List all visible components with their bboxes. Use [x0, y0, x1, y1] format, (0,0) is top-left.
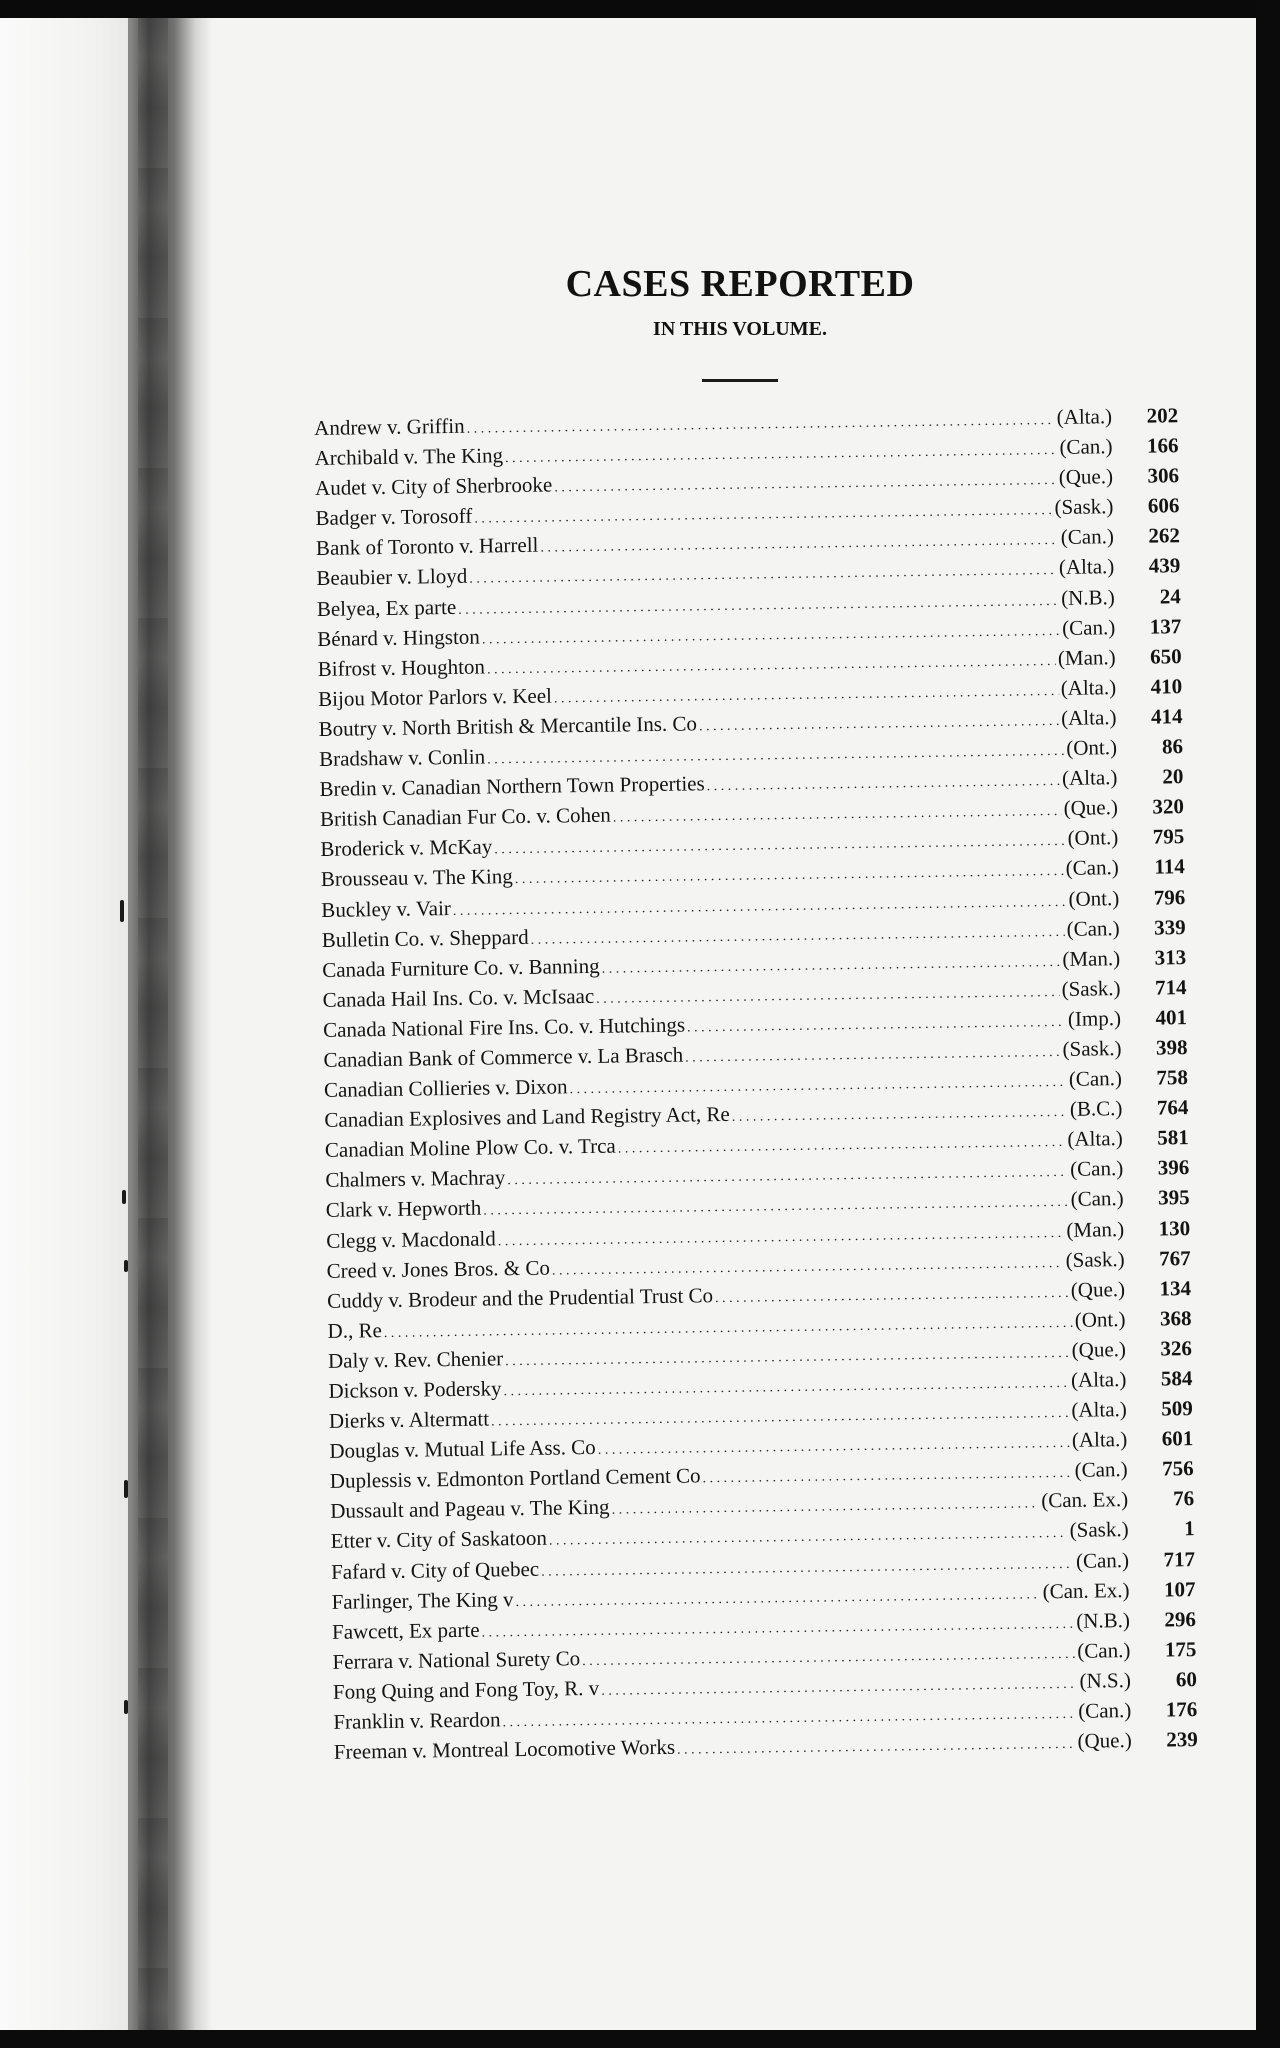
case-court: (Alta.): [1071, 1397, 1128, 1422]
case-page-number: 795: [1152, 824, 1185, 849]
case-page-number: 175: [1164, 1636, 1197, 1662]
dot-leader: [611, 1489, 1039, 1520]
case-court: (Que.): [1077, 1728, 1132, 1753]
case-page-number: 166: [1146, 433, 1179, 458]
scan-right-edge: [1256, 0, 1280, 2048]
gutter-mark: [122, 1190, 126, 1204]
scan-bottom-edge: [0, 2030, 1280, 2048]
case-court: (Can.): [1077, 1637, 1131, 1663]
case-court: (Sask.): [1069, 1517, 1129, 1543]
case-name: Buckley v. Vair: [321, 895, 451, 922]
case-court: (Ont.): [1067, 825, 1119, 851]
case-page-number: 581: [1157, 1125, 1189, 1150]
case-court: (Can.): [1059, 434, 1113, 460]
case-court: (Ont.): [1074, 1306, 1126, 1332]
case-court: (Can.): [1068, 1066, 1123, 1091]
case-name: Broderick v. McKay: [320, 834, 493, 862]
case-court: (Can.): [1060, 524, 1115, 550]
case-page-number: 306: [1147, 463, 1180, 488]
dot-leader: [702, 1458, 1072, 1488]
case-page-number: 401: [1155, 1004, 1188, 1030]
case-page-number: 339: [1153, 914, 1186, 940]
case-name: Chalmers v. Machray: [325, 1165, 506, 1193]
case-name: Bulletin Co. v. Sheppard: [321, 924, 529, 952]
case-court: (Alta.): [1061, 765, 1118, 791]
dot-leader: [707, 766, 1061, 796]
case-name: Bradshaw v. Conlin: [318, 744, 486, 771]
case-name: Bank of Toronto v. Harrell: [315, 533, 539, 561]
case-page-number: 320: [1152, 794, 1185, 819]
case-page-number: 20: [1162, 764, 1184, 789]
case-page-number: 414: [1150, 704, 1183, 729]
case-court: (Ont.): [1068, 885, 1120, 911]
case-page-number: 76: [1172, 1486, 1195, 1511]
case-court: (Can. Ex.): [1041, 1487, 1129, 1513]
case-page-number: 714: [1154, 974, 1187, 1000]
case-page-number: 584: [1160, 1366, 1193, 1391]
case-court: (Can.): [1070, 1156, 1124, 1182]
case-court: (N.B.): [1060, 584, 1115, 610]
case-page-number: 134: [1159, 1275, 1192, 1301]
dot-leader: [618, 1127, 1066, 1159]
case-page-number: 396: [1157, 1155, 1190, 1180]
case-name: Clark v. Hepworth: [325, 1196, 482, 1223]
case-court: (B.C.): [1069, 1096, 1123, 1122]
dot-leader: [677, 1729, 1076, 1760]
dot-leader: [687, 1007, 1066, 1038]
case-name: Canadian Bank of Commerce v. La Brasch: [323, 1042, 684, 1072]
case-court: (Alta.): [1060, 674, 1117, 700]
case-court: (Alta.): [1071, 1427, 1128, 1453]
case-name: Beaubier v. Lloyd: [316, 564, 468, 591]
case-name: Dickson v. Podersky: [328, 1376, 502, 1403]
case-name: Ferrara v. National Surety Co: [332, 1646, 581, 1674]
gutter-mark: [124, 1480, 128, 1498]
case-page-number: 758: [1156, 1065, 1189, 1090]
case-name: Fafard v. City of Quebec: [330, 1556, 540, 1584]
case-court: (Imp.): [1067, 1005, 1122, 1031]
case-name: Canadian Collieries v. Dixon: [323, 1074, 568, 1102]
case-name: Andrew v. Griffin: [314, 413, 465, 440]
case-court: (Man.): [1062, 945, 1121, 971]
dot-leader: [699, 706, 1060, 736]
case-name: Boutry v. North British & Mercantile Ins. Co: [318, 711, 698, 741]
case-name: Fong Quing and Fong Toy, R. v: [332, 1675, 600, 1704]
case-court: (Sask.): [1065, 1246, 1125, 1272]
case-name: Bifrost v. Houghton: [317, 654, 486, 681]
binding-gutter-shadow: [128, 18, 212, 2030]
case-name: Canada National Fire Ins. Co. v. Hutchings: [322, 1012, 686, 1042]
case-name: Fawcett, Ex parte: [331, 1617, 480, 1644]
case-page-number: 130: [1158, 1215, 1191, 1241]
case-page-number: 796: [1153, 884, 1186, 910]
case-page-number: 717: [1163, 1546, 1196, 1572]
case-court: (Que.): [1058, 464, 1114, 490]
case-page-number: 114: [1154, 854, 1185, 879]
case-name: Canada Hail Ins. Co. v. McIsaac: [322, 983, 595, 1012]
case-page-number: 410: [1150, 673, 1183, 699]
case-page-number: 439: [1148, 553, 1181, 579]
case-page-number: 395: [1158, 1185, 1190, 1210]
page-left-margin: [0, 18, 130, 2030]
dot-leader: [613, 796, 1062, 828]
case-court: (Can.): [1078, 1698, 1132, 1723]
dot-leader: [732, 1097, 1068, 1127]
case-page-number: 398: [1155, 1035, 1188, 1060]
case-page-number: 86: [1161, 734, 1184, 759]
case-page-number: 137: [1149, 613, 1182, 639]
case-page-number: 767: [1158, 1245, 1191, 1271]
case-page-number: 239: [1166, 1727, 1198, 1752]
case-name: Audet v. City of Sherbrooke: [314, 472, 553, 501]
case-court: (Can.): [1061, 614, 1116, 640]
gutter-mark: [124, 1260, 128, 1272]
case-name: Bredin v. Canadian Northern Town Properties: [319, 771, 705, 802]
case-court: (Alta.): [1070, 1367, 1127, 1392]
case-page-number: 326: [1160, 1335, 1193, 1361]
case-name: Canadian Explosives and Land Registry Act, Re: [324, 1102, 730, 1133]
case-court: (Alta.): [1056, 404, 1113, 429]
case-name: Brousseau v. The King: [320, 864, 513, 892]
title-rule: [702, 379, 778, 382]
case-page-number: 262: [1148, 523, 1181, 549]
case-name: Bijou Motor Parlors v. Keel: [318, 683, 553, 711]
case-name: Duplessis v. Edmonton Portland Cement Co: [329, 1463, 701, 1494]
case-name: Canada Furniture Co. v. Banning: [322, 953, 600, 982]
case-court: (Sask.): [1054, 494, 1114, 520]
case-page-number: 764: [1156, 1095, 1189, 1120]
case-page-number: 176: [1165, 1697, 1198, 1722]
case-name: Cuddy v. Brodeur and the Prudential Trust Co: [326, 1282, 714, 1313]
case-court: (Can.): [1065, 855, 1119, 881]
gutter-mark: [120, 900, 124, 922]
case-page-number: 368: [1159, 1305, 1192, 1331]
case-page-number: 601: [1161, 1426, 1194, 1451]
case-page-number: 650: [1149, 643, 1182, 669]
case-name: Dussault and Pageau v. The King: [330, 1495, 610, 1524]
case-name: Belyea, Ex parte: [316, 594, 457, 621]
case-court: (Can. Ex.): [1042, 1577, 1130, 1603]
case-court: (Sask.): [1062, 1036, 1122, 1061]
case-court: (N.B.): [1076, 1607, 1131, 1633]
page-title: CASES REPORTED: [565, 263, 915, 305]
case-court: (Can.): [1075, 1547, 1130, 1573]
page-heading: [520, 262, 960, 382]
case-page-number: 24: [1159, 583, 1181, 609]
case-name: Clegg v. Macdonald: [326, 1225, 496, 1253]
dot-leader: [685, 1037, 1061, 1068]
case-name: Canadian Moline Plow Co. v. Trca: [324, 1133, 616, 1163]
case-name: Dierks v. Altermatt: [328, 1406, 490, 1433]
cases-list: [314, 403, 1198, 1770]
case-court: (Man.): [1057, 644, 1116, 670]
case-page-number: 606: [1147, 493, 1180, 518]
case-court: (N.S.): [1079, 1667, 1132, 1693]
case-name: Creed v. Jones Bros. & Co: [326, 1255, 551, 1283]
case-name: Freeman v. Montreal Locomotive Works: [333, 1734, 676, 1764]
case-court: (Alta.): [1067, 1126, 1123, 1152]
case-court: (Can.): [1070, 1186, 1124, 1212]
case-page-number: 107: [1163, 1576, 1196, 1602]
case-page-number: 60: [1175, 1666, 1198, 1692]
case-court: (Alta.): [1058, 554, 1115, 580]
case-page-number: 509: [1161, 1396, 1193, 1421]
case-page-number: 313: [1154, 944, 1187, 970]
case-name: Douglas v. Mutual Life Ass. Co: [329, 1435, 596, 1464]
case-court: (Que.): [1070, 1276, 1126, 1302]
case-court: (Can.): [1074, 1457, 1128, 1483]
case-court: (Que.): [1063, 795, 1119, 821]
case-court: (Alta.): [1060, 705, 1117, 730]
case-name: British Canadian Fur Co. v. Cohen: [319, 802, 612, 832]
case-name: Bénard v. Hingston: [317, 624, 481, 651]
case-court: (Que.): [1071, 1336, 1127, 1362]
gutter-mark: [124, 1700, 128, 1714]
case-name: Farlinger, The King v: [331, 1586, 514, 1614]
case-page-number: 202: [1146, 403, 1179, 428]
case-name: Badger v. Torosoff: [315, 503, 473, 531]
case-court: (Sask.): [1061, 975, 1121, 1001]
case-court: (Man.): [1066, 1216, 1125, 1242]
case-page-number: 756: [1162, 1456, 1194, 1481]
case-page-number: 296: [1164, 1606, 1197, 1632]
case-page-number: 1: [1183, 1516, 1195, 1541]
case-court: (Can.): [1066, 915, 1120, 941]
page-subtitle: IN THIS VOLUME.: [653, 318, 827, 340]
dot-leader: [715, 1278, 1069, 1308]
case-name: D., Re: [327, 1317, 382, 1343]
case-name: Franklin v. Reardon: [333, 1707, 501, 1734]
case-name: Etter v. City of Saskatoon: [330, 1526, 548, 1554]
case-name: Daly v. Rev. Chenier: [327, 1346, 504, 1373]
case-court: (Ont.): [1066, 735, 1118, 760]
case-name: Archibald v. The King: [314, 443, 504, 471]
